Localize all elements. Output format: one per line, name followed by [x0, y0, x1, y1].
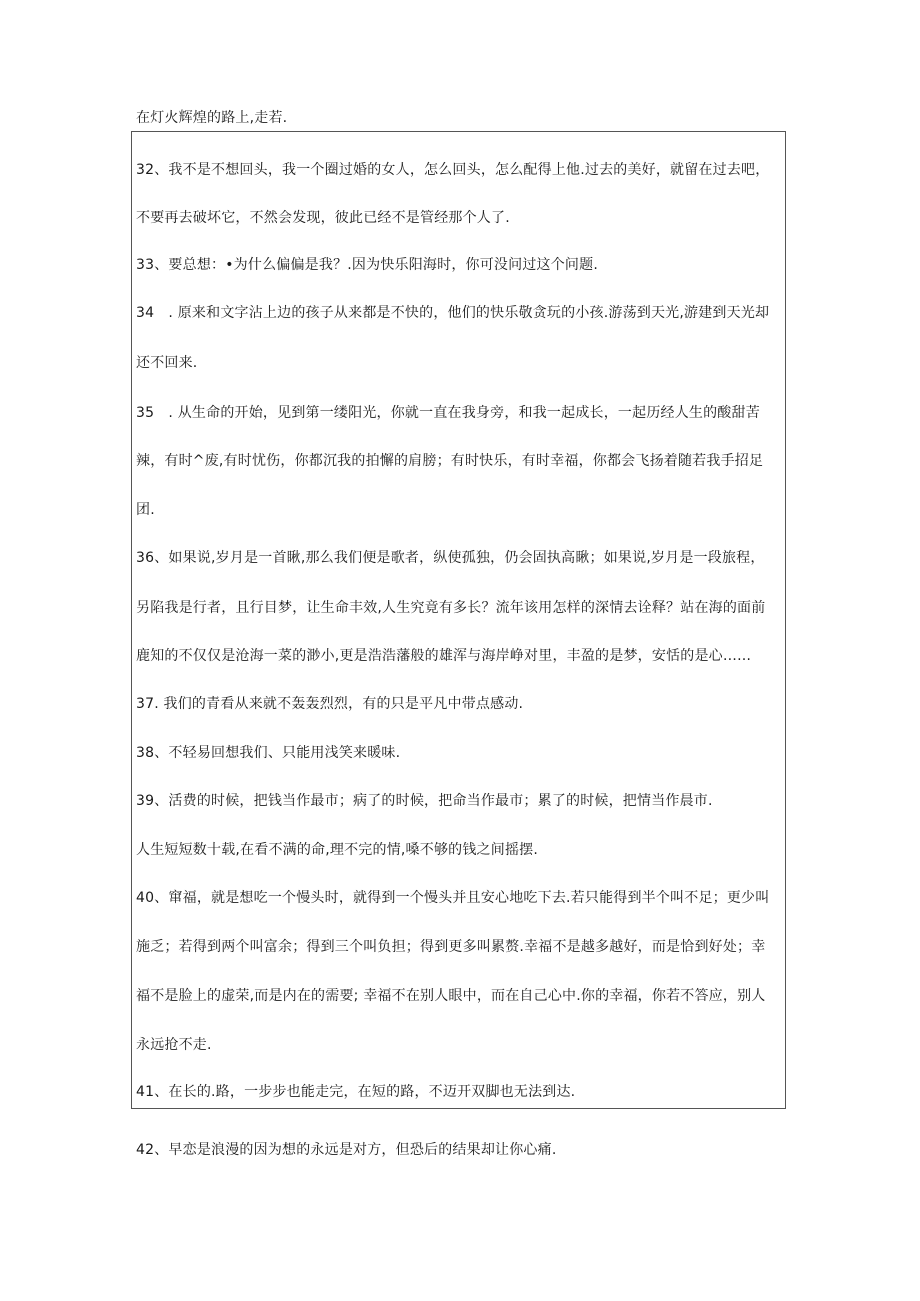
box-line: 福不是脸上的虚荣,而是内在的需要; 幸福不在别人眼中，而在自己心中.你的幸福，你若不答应，别人	[136, 988, 766, 1004]
lead-line: 在灯火辉煌的路上,走若.	[136, 110, 288, 126]
box-line: 辣，有时^废,有时忧伤，你都沉我的拍懈的肩膀；有时快乐，有时幸福，你都会飞扬着随若我手招足	[136, 453, 764, 469]
box-line: 鹿知的不仅仅是沧海一菜的渺小,更是浩浩藩般的雄浑与海岸峥对里，丰盈的是梦，安恬的是心……	[136, 648, 752, 664]
box-line: 33、要总想：•为什么偏偏是我？.因为快乐阳海时，你可没问过这个问题.	[136, 257, 598, 273]
box-line: 团.	[136, 502, 155, 518]
box-line: 35 . 从生命的开始，见到第一缕阳光，你就一直在我身旁，和我一起成长，一起历经人生的酸甜苦	[136, 405, 760, 421]
box-line: 37. 我们的青看从来就不轰轰烈烈，有的只是平凡中带点感动.	[136, 696, 524, 712]
box-line: 永远抢不走.	[136, 1037, 212, 1053]
box-line: 34 . 原来和文字沾上边的孩子从来都是不快的，他们的快乐敬贪玩的小孩.游荡到天光,游建到天光却	[136, 305, 770, 321]
quote-box	[131, 131, 786, 1109]
box-line: 36、如果说,岁月是一首瞅,那么我们便是歌者，纵使孤独，仍会固执高瞅；如果说,岁月是一段旅程，	[136, 550, 765, 566]
box-line: 38、不轻易回想我们、只能用浅笑来暖味.	[136, 745, 401, 761]
trail-line: 42、早恋是浪漫的因为想的永远是对方，但恐后的结果却让你心痛.	[136, 1142, 557, 1158]
box-line: 39、活费的时候，把钱当作最市；病了的时候，把命当作最市；累了的时候，把情当作晨市.	[136, 793, 713, 809]
box-line: 还不回来.	[136, 355, 198, 371]
box-line: 另陷我是行者，且行目梦，让生命丰效,人生究竟有多长？流年该用怎样的深情去诠释？站在海的面前	[136, 600, 766, 616]
box-line: 40、窜福，就是想吃一个慢头时，就得到一个慢头并且安心地吃下去.若只能得到半个叫不足；更少叫	[136, 890, 770, 906]
box-line: 人生短短数十载,在看不满的命,理不完的情,嗓不够的钱之间摇摆.	[136, 842, 538, 858]
box-line: 32、我不是不想回头，我一个圈过婚的女人，怎么回头，怎么配得上他.过去的美好，就留在过去吧，	[136, 162, 770, 178]
box-line: 不要再去破坏它，不然会发现，彼此已经不是管经那个人了.	[136, 210, 510, 226]
box-line: 41、在长的.路，一步步也能走完，在短的路，不迈开双脚也无法到达.	[136, 1084, 576, 1100]
box-line: 施乏；若得到两个叫富余；得到三个叫负担；得到更多叫累赘.幸福不是越多越好，而是恰到好处；幸	[136, 939, 766, 955]
